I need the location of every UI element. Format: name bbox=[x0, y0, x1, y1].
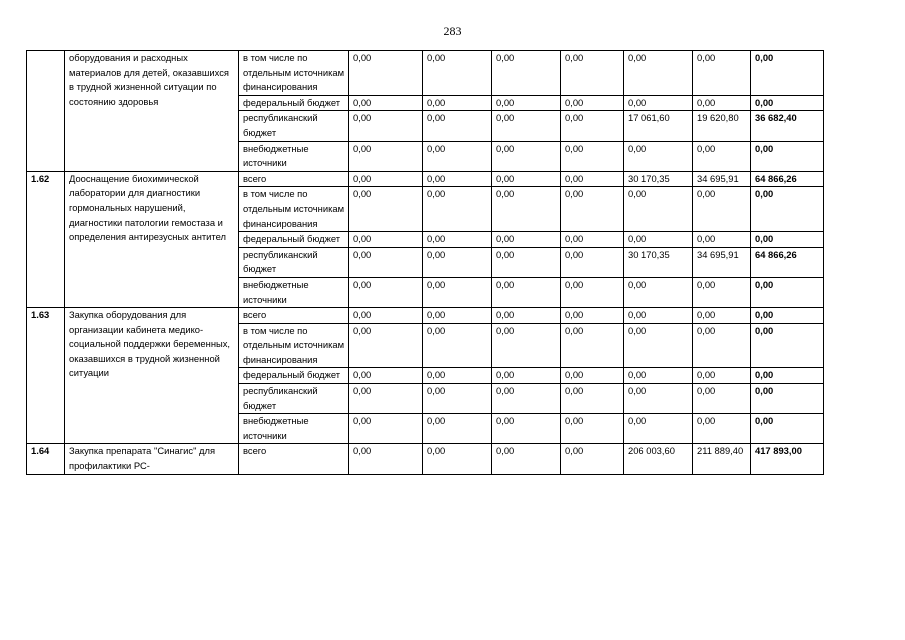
funding-source: внебюджетные источники bbox=[239, 141, 349, 171]
year-value: 34 695,91 bbox=[693, 247, 751, 277]
year-value: 0,00 bbox=[423, 308, 492, 324]
year-value: 0,00 bbox=[423, 232, 492, 248]
item-number: 1.64 bbox=[27, 444, 65, 474]
year-value: 0,00 bbox=[492, 368, 561, 384]
year-value: 17 061,60 bbox=[624, 111, 693, 141]
year-value: 0,00 bbox=[492, 95, 561, 111]
year-value: 0,00 bbox=[492, 232, 561, 248]
funding-source: внебюджетные источники bbox=[239, 277, 349, 307]
year-value: 0,00 bbox=[492, 384, 561, 414]
total-value: 0,00 bbox=[751, 141, 824, 171]
year-value: 0,00 bbox=[561, 277, 624, 307]
year-value: 0,00 bbox=[561, 444, 624, 474]
year-value: 0,00 bbox=[561, 308, 624, 324]
total-value: 0,00 bbox=[751, 414, 824, 444]
year-value: 0,00 bbox=[423, 384, 492, 414]
page-number: 283 bbox=[443, 24, 462, 38]
year-value: 30 170,35 bbox=[624, 247, 693, 277]
year-value: 0,00 bbox=[423, 277, 492, 307]
funding-source: всего bbox=[239, 171, 349, 187]
total-value: 0,00 bbox=[751, 187, 824, 232]
year-value: 0,00 bbox=[492, 323, 561, 368]
funding-source: федеральный бюджет bbox=[239, 232, 349, 248]
year-value: 0,00 bbox=[624, 232, 693, 248]
year-value: 0,00 bbox=[423, 323, 492, 368]
year-value: 0,00 bbox=[624, 51, 693, 96]
year-value: 0,00 bbox=[561, 95, 624, 111]
funding-source: республиканский бюджет bbox=[239, 247, 349, 277]
year-value: 0,00 bbox=[561, 171, 624, 187]
year-value: 0,00 bbox=[423, 51, 492, 96]
year-value: 0,00 bbox=[693, 141, 751, 171]
budget-body bbox=[27, 51, 824, 475]
year-value: 206 003,60 bbox=[624, 444, 693, 474]
item-number: 1.62 bbox=[27, 171, 65, 307]
year-value: 0,00 bbox=[693, 308, 751, 324]
year-value: 0,00 bbox=[492, 414, 561, 444]
total-value: 0,00 bbox=[751, 51, 824, 96]
total-value: 0,00 bbox=[751, 368, 824, 384]
total-value: 417 893,00 bbox=[751, 444, 824, 474]
total-value: 0,00 bbox=[751, 384, 824, 414]
year-value: 0,00 bbox=[349, 384, 423, 414]
year-value: 0,00 bbox=[561, 187, 624, 232]
year-value: 0,00 bbox=[349, 51, 423, 96]
item-name: Закупка препарата "Синагис" для профилактики РС- bbox=[65, 444, 239, 474]
year-value: 0,00 bbox=[349, 444, 423, 474]
year-value: 0,00 bbox=[423, 187, 492, 232]
year-value: 0,00 bbox=[624, 277, 693, 307]
funding-source: в том числе по отдельным источникам финансирования bbox=[239, 51, 349, 96]
item-number bbox=[27, 51, 65, 172]
year-value: 0,00 bbox=[492, 187, 561, 232]
total-value: 0,00 bbox=[751, 95, 824, 111]
year-value: 0,00 bbox=[423, 444, 492, 474]
year-value: 0,00 bbox=[349, 308, 423, 324]
year-value: 0,00 bbox=[423, 247, 492, 277]
year-value: 0,00 bbox=[693, 277, 751, 307]
year-value: 0,00 bbox=[492, 308, 561, 324]
table-row bbox=[27, 171, 824, 187]
year-value: 0,00 bbox=[624, 323, 693, 368]
year-value: 0,00 bbox=[349, 277, 423, 307]
year-value: 0,00 bbox=[693, 384, 751, 414]
total-value: 0,00 bbox=[751, 323, 824, 368]
year-value: 0,00 bbox=[423, 368, 492, 384]
year-value: 0,00 bbox=[624, 141, 693, 171]
year-value: 0,00 bbox=[624, 368, 693, 384]
funding-source: в том числе по отдельным источникам финансирования bbox=[239, 187, 349, 232]
funding-source: внебюджетные источники bbox=[239, 414, 349, 444]
year-value: 0,00 bbox=[561, 368, 624, 384]
funding-source: всего bbox=[239, 308, 349, 324]
year-value: 0,00 bbox=[561, 51, 624, 96]
year-value: 0,00 bbox=[349, 111, 423, 141]
year-value: 0,00 bbox=[349, 187, 423, 232]
year-value: 0,00 bbox=[693, 187, 751, 232]
year-value: 0,00 bbox=[492, 51, 561, 96]
year-value: 0,00 bbox=[492, 111, 561, 141]
total-value: 0,00 bbox=[751, 277, 824, 307]
year-value: 0,00 bbox=[693, 323, 751, 368]
year-value: 0,00 bbox=[349, 171, 423, 187]
funding-source: в том числе по отдельным источникам финансирования bbox=[239, 323, 349, 368]
year-value: 0,00 bbox=[561, 414, 624, 444]
item-name: Дооснащение биохимической лаборатории для диагностики гормональных нарушений, диагностики патологии гемостаза и определения антирезусных антител bbox=[65, 171, 239, 307]
year-value: 0,00 bbox=[624, 187, 693, 232]
table-row bbox=[27, 444, 824, 474]
funding-source: федеральный бюджет bbox=[239, 368, 349, 384]
year-value: 211 889,40 bbox=[693, 444, 751, 474]
year-value: 0,00 bbox=[349, 232, 423, 248]
year-value: 0,00 bbox=[423, 414, 492, 444]
year-value: 0,00 bbox=[693, 51, 751, 96]
year-value: 0,00 bbox=[492, 141, 561, 171]
year-value: 0,00 bbox=[624, 308, 693, 324]
year-value: 0,00 bbox=[349, 95, 423, 111]
table-row bbox=[27, 51, 824, 96]
year-value: 19 620,80 bbox=[693, 111, 751, 141]
year-value: 0,00 bbox=[492, 277, 561, 307]
item-number: 1.63 bbox=[27, 308, 65, 444]
total-value: 36 682,40 bbox=[751, 111, 824, 141]
funding-source: федеральный бюджет bbox=[239, 95, 349, 111]
funding-source: всего bbox=[239, 444, 349, 474]
funding-source: республиканский бюджет bbox=[239, 384, 349, 414]
year-value: 0,00 bbox=[561, 247, 624, 277]
year-value: 0,00 bbox=[693, 232, 751, 248]
year-value: 0,00 bbox=[624, 95, 693, 111]
year-value: 0,00 bbox=[693, 414, 751, 444]
year-value: 0,00 bbox=[349, 141, 423, 171]
year-value: 0,00 bbox=[423, 95, 492, 111]
year-value: 30 170,35 bbox=[624, 171, 693, 187]
item-name: Закупка оборудования для организации кабинета медико-социальной поддержки беременных, оказавшихся в трудной жизненной ситуации bbox=[65, 308, 239, 444]
funding-source: республиканский бюджет bbox=[239, 111, 349, 141]
year-value: 0,00 bbox=[624, 414, 693, 444]
year-value: 0,00 bbox=[561, 384, 624, 414]
year-value: 0,00 bbox=[693, 368, 751, 384]
year-value: 0,00 bbox=[561, 111, 624, 141]
year-value: 0,00 bbox=[492, 247, 561, 277]
year-value: 0,00 bbox=[349, 323, 423, 368]
year-value: 0,00 bbox=[561, 141, 624, 171]
total-value: 64 866,26 bbox=[751, 247, 824, 277]
table-row bbox=[27, 308, 824, 324]
year-value: 0,00 bbox=[423, 171, 492, 187]
total-value: 0,00 bbox=[751, 308, 824, 324]
year-value: 0,00 bbox=[349, 414, 423, 444]
year-value: 0,00 bbox=[693, 95, 751, 111]
year-value: 0,00 bbox=[561, 232, 624, 248]
year-value: 0,00 bbox=[492, 171, 561, 187]
year-value: 0,00 bbox=[349, 368, 423, 384]
year-value: 0,00 bbox=[624, 384, 693, 414]
year-value: 0,00 bbox=[561, 323, 624, 368]
item-name: оборудования и расходных материалов для детей, оказавшихся в трудной жизненной ситуации по состоянию здоровья bbox=[65, 51, 239, 172]
total-value: 0,00 bbox=[751, 232, 824, 248]
total-value: 64 866,26 bbox=[751, 171, 824, 187]
year-value: 0,00 bbox=[423, 141, 492, 171]
year-value: 0,00 bbox=[492, 444, 561, 474]
year-value: 34 695,91 bbox=[693, 171, 751, 187]
year-value: 0,00 bbox=[349, 247, 423, 277]
year-value: 0,00 bbox=[423, 111, 492, 141]
budget-table bbox=[26, 50, 824, 475]
